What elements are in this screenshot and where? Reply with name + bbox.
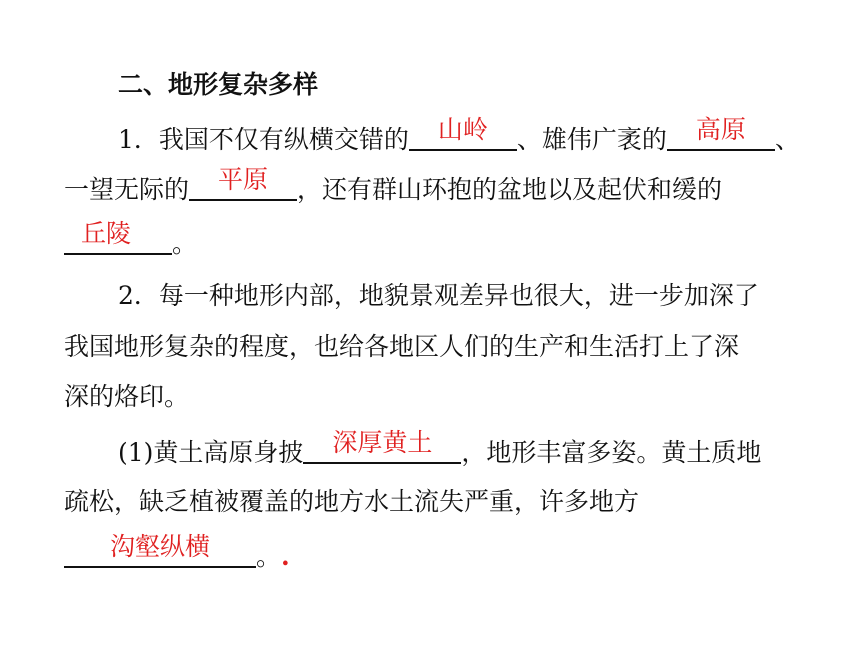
answer-blank-mountain-ridges [409, 115, 517, 151]
item1-line3 [64, 219, 198, 259]
answer-blank-loess [303, 428, 461, 464]
answer-blank-plateau [667, 115, 775, 151]
answer-plateau: 高原 [695, 115, 746, 144]
answer-hills: 丘陵 [80, 219, 131, 248]
answer-plain: 平原 [218, 165, 269, 194]
answer-blank-plain [189, 165, 297, 201]
sub1-line1 [118, 428, 762, 468]
item1-line1 [118, 115, 800, 155]
item2-line3: 深的烙印。 [64, 382, 190, 411]
sub1-text-1: (1)黄土高原身披 [118, 438, 304, 467]
answer-gullies: 沟壑纵横 [109, 532, 210, 561]
answer-mountain-ridges: 山岭 [437, 115, 488, 144]
section-heading: 二、地形复杂多样 [118, 70, 319, 99]
item2-line2: 我国地形复杂的程度，也给各地区人们的生产和生活打上了深 [64, 332, 740, 361]
sub1-text-3: 。 [256, 542, 282, 571]
item1-text-3: 、 [774, 125, 800, 154]
answer-blank-hills [64, 219, 172, 255]
sub1-line2: 疏松，缺乏植被覆盖的地方水土流失严重，许多地方 [64, 487, 640, 516]
item2-line1: 2．每一种地形内部，地貌景观差异也很大，进一步加深了 [118, 281, 759, 310]
item1-text-2: 、雄伟广袤的 [516, 125, 667, 154]
answer-thick-loess: 深厚黄土 [332, 428, 433, 457]
item1-line2 [64, 165, 723, 205]
item1-text-5: ，还有群山环抱的盆地以及起伏和缓的 [297, 175, 723, 204]
item1-text-6: 。 [172, 229, 198, 258]
sub1-text-2: ，地形丰富多姿。黄土质地 [461, 438, 762, 467]
sub1-line3 [64, 532, 290, 572]
item1-text-1: 1．我国不仅有纵横交错的 [118, 125, 409, 154]
answer-blank-gullies [64, 532, 256, 568]
item1-text-4: 一望无际的 [64, 175, 190, 204]
red-dot-mark: . [281, 542, 290, 571]
